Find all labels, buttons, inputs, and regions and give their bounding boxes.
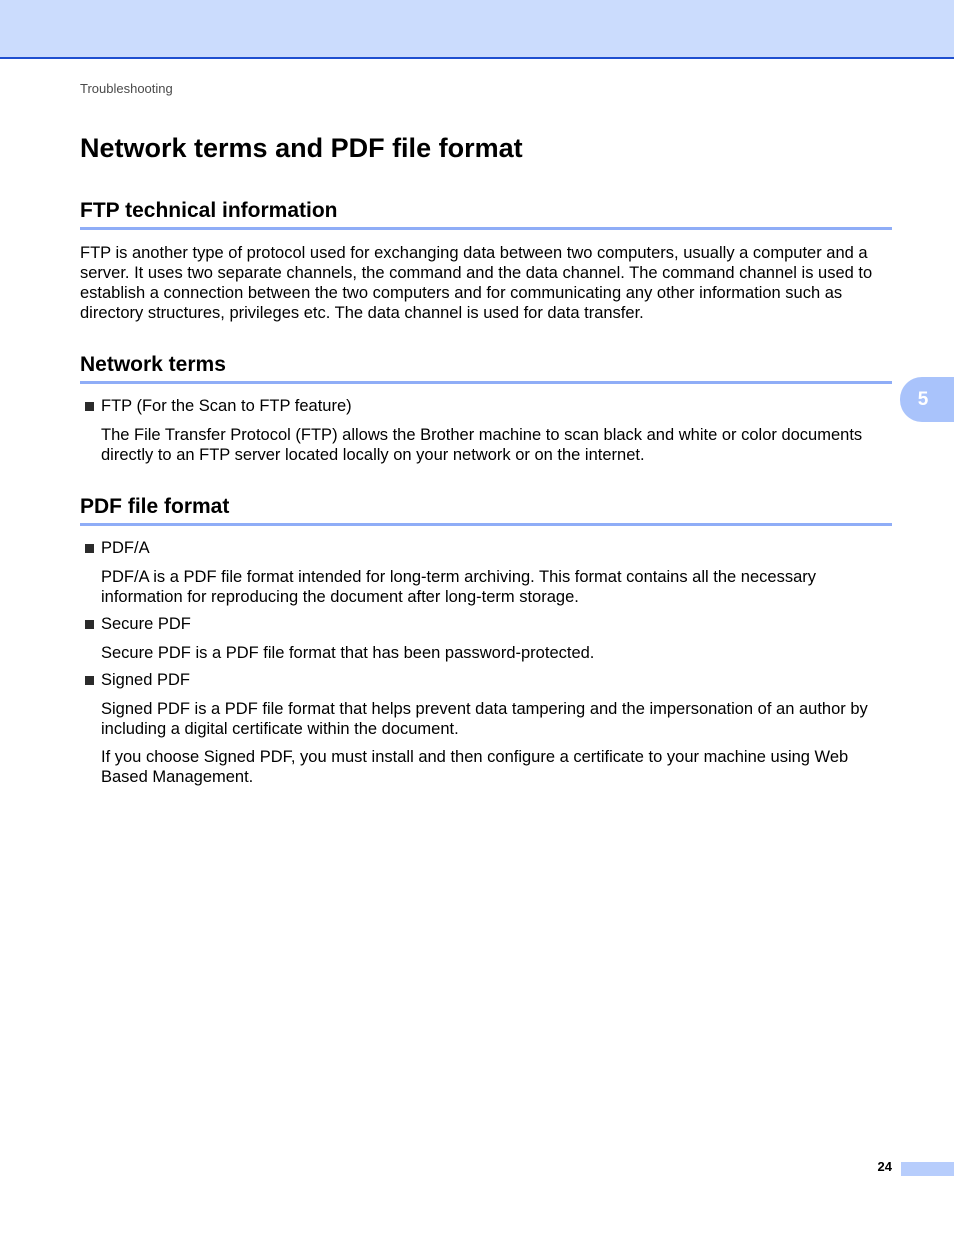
- chapter-number: 5: [917, 388, 929, 410]
- list-item-pdfa: [85, 538, 150, 558]
- chapter-tab: [900, 377, 954, 422]
- list-item-ftp: [85, 396, 352, 416]
- page-number-bar: [901, 1162, 954, 1176]
- bullet-square-icon: [85, 676, 94, 685]
- list-item-description: Signed PDF is a PDF file format that helps prevent data tampering and the impersonation of an author by including a digital certificate within the document.: [101, 700, 868, 738]
- bullet-square-icon: [85, 402, 94, 411]
- header-band: [0, 0, 954, 59]
- bullet-square-icon: [85, 544, 94, 553]
- list-item-label: FTP (For the Scan to FTP feature): [101, 397, 352, 415]
- page-number: 24: [877, 1159, 892, 1174]
- list-item-secure-pdf: [85, 614, 191, 634]
- page-title: Network terms and PDF file format: [80, 133, 523, 163]
- ftp-body-text: FTP is another type of protocol used for exchanging data between two computers, usually a computer and a server. It uses two separate channels, the command and the data channel. The command channel is used to establish a connection between the two computers and for communicating any other information such as directory structures, privileges etc. The data channel is used for data transfer.: [80, 244, 873, 322]
- list-item-description: The File Transfer Protocol (FTP) allows the Brother machine to scan black and white or color documents directly to an FTP server located locally on your network or on the internet.: [101, 426, 863, 464]
- list-item-description: PDF/A is a PDF file format intended for long-term archiving. This format contains all the necessary information for reproducing the document after long-term storage.: [101, 568, 816, 606]
- list-item-description: Secure PDF is a PDF file format that has been password-protected.: [101, 644, 595, 662]
- section-heading-ftp: FTP technical information: [80, 199, 892, 230]
- breadcrumb: Troubleshooting: [80, 81, 173, 96]
- list-item-label: Signed PDF: [101, 671, 190, 689]
- list-item-note: If you choose Signed PDF, you must install and then configure a certificate to your machine using Web Based Management.: [101, 748, 849, 786]
- list-item-label: PDF/A: [101, 539, 150, 557]
- section-heading-pdf: PDF file format: [80, 495, 892, 526]
- bullet-square-icon: [85, 620, 94, 629]
- list-item-signed-pdf: [85, 670, 190, 690]
- list-item-label: Secure PDF: [101, 615, 191, 633]
- section-heading-network-terms: Network terms: [80, 353, 892, 384]
